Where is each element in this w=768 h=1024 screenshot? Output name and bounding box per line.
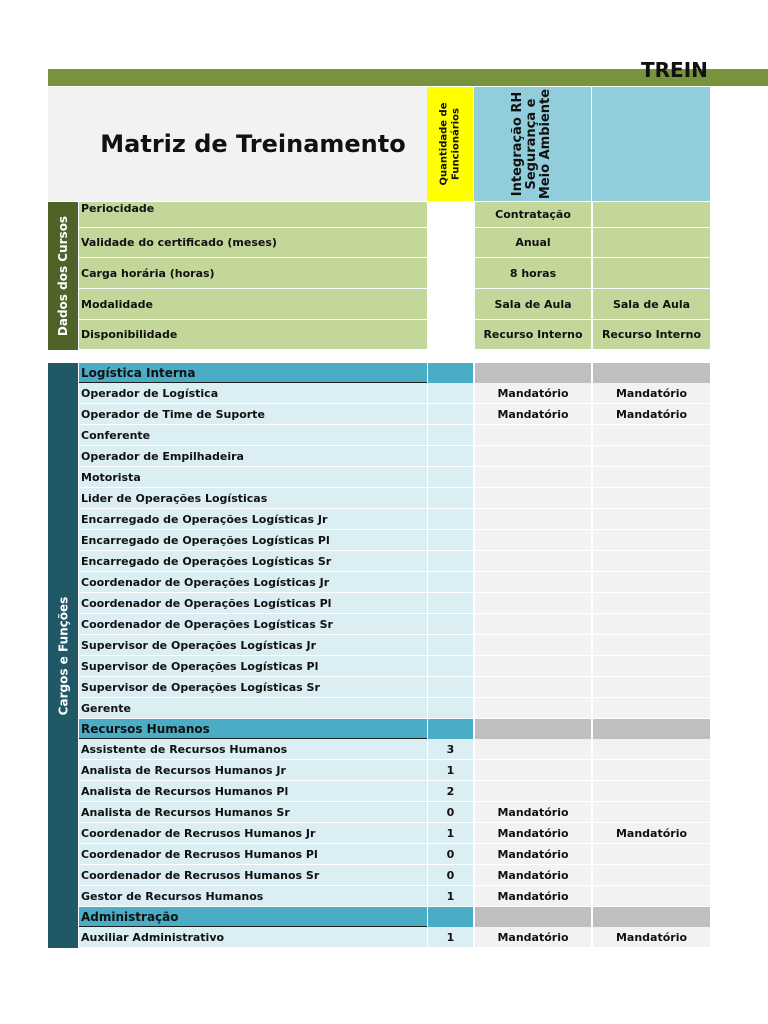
table-row-label: Analista de Recursos Humanos Jr <box>79 760 427 781</box>
table-row-label: Operador de Empilhadeira <box>79 446 427 467</box>
page-title: Matriz de Treinamento <box>79 87 427 201</box>
table-row-qty: 0 <box>427 865 473 886</box>
table-row-integration: Mandatório <box>474 823 591 844</box>
table-row-label: Coordenador de Recrusos Humanos Sr <box>79 865 427 886</box>
table-row-label: Coordenador de Recrusos Humanos Jr <box>79 823 427 844</box>
table-row-integration <box>474 467 591 488</box>
course-info-qty <box>427 320 473 350</box>
table-row-integration <box>474 446 591 467</box>
table-row-integration <box>474 425 591 446</box>
course-info-qty <box>427 202 473 228</box>
side-label-dados <box>48 202 78 350</box>
course-info-qty <box>427 258 473 289</box>
table-row-qty: 0 <box>427 802 473 823</box>
table-row-course-2 <box>592 488 710 509</box>
table-row-integration: Mandatório <box>474 865 591 886</box>
table-row-integration <box>474 698 591 719</box>
side-label-cargos-text: Cargos e Funções <box>56 596 70 715</box>
side-label-cargos <box>48 363 78 948</box>
course-info-qty <box>427 228 473 258</box>
table-row-label: Coordenador de Operações Logísticas Sr <box>79 614 427 635</box>
table-row-integration <box>474 593 591 614</box>
table-row-course-2 <box>592 844 710 865</box>
table-row-course-2 <box>592 425 710 446</box>
table-row-course-2 <box>592 635 710 656</box>
table-row-qty: 0 <box>427 844 473 865</box>
table-row-course-2 <box>592 572 710 593</box>
table-row-course-2: Mandatório <box>592 823 710 844</box>
table-row-qty <box>427 551 473 572</box>
table-row-qty <box>427 572 473 593</box>
side-label-dados-text: Dados dos Cursos <box>56 215 71 337</box>
table-row-qty: 1 <box>427 927 473 948</box>
table-row-label: Analista de Recursos Humanos Pl <box>79 781 427 802</box>
table-row-course-2 <box>592 593 710 614</box>
table-row-integration <box>474 739 591 760</box>
course-info-qty <box>427 289 473 320</box>
table-row-course-2 <box>592 677 710 698</box>
table-row-label: Encarregado de Operações Logísticas Jr <box>79 509 427 530</box>
table-row-course-2 <box>592 865 710 886</box>
section-header-course-2 <box>592 907 710 927</box>
table-row-qty <box>427 656 473 677</box>
column-header-course-2 <box>592 87 710 201</box>
table-row-course-2: Mandatório <box>592 404 710 425</box>
table-row-label: Supervisor de Operações Logísticas Pl <box>79 656 427 677</box>
table-row-integration: Mandatório <box>474 886 591 907</box>
table-row-course-2 <box>592 760 710 781</box>
course-info-integration: Recurso Interno <box>474 320 591 350</box>
table-row-qty <box>427 467 473 488</box>
table-row-qty <box>427 488 473 509</box>
section-header-qty <box>427 907 473 927</box>
table-row-label: Supervisor de Operações Logísticas Sr <box>79 677 427 698</box>
course-info-integration: Contratação <box>474 202 591 228</box>
table-row-integration <box>474 760 591 781</box>
table-row-qty <box>427 383 473 404</box>
column-header-quantity-label: Quantidade de Funcionários <box>438 102 461 186</box>
table-row-course-2 <box>592 509 710 530</box>
section-header-integration <box>474 719 591 739</box>
table-row-qty <box>427 698 473 719</box>
table-row-course-2 <box>592 614 710 635</box>
table-row-label: Auxiliar Administrativo <box>79 927 427 948</box>
section-header-course-2 <box>592 363 710 383</box>
table-row-label: Encarregado de Operações Logísticas Pl <box>79 530 427 551</box>
table-row-course-2 <box>592 802 710 823</box>
table-row-label: Operador de Time de Suporte <box>79 404 427 425</box>
section-header-qty <box>427 363 473 383</box>
table-row-integration <box>474 781 591 802</box>
section-header: Recursos Humanos <box>79 719 427 739</box>
table-row-label: Assistente de Recursos Humanos <box>79 739 427 760</box>
table-row-label: Supervisor de Operações Logísticas Jr <box>79 635 427 656</box>
table-row-integration: Mandatório <box>474 927 591 948</box>
table-row-integration: Mandatório <box>474 844 591 865</box>
table-row-label: Conferente <box>79 425 427 446</box>
table-row-qty: 3 <box>427 739 473 760</box>
table-row-label: Encarregado de Operações Logísticas Sr <box>79 551 427 572</box>
table-row-qty: 2 <box>427 781 473 802</box>
banner-text: TREIN <box>641 58 708 82</box>
table-row-label: Coordenador de Operações Logísticas Pl <box>79 593 427 614</box>
course-info-label: Carga horária (horas) <box>79 258 427 289</box>
table-row-course-2: Mandatório <box>592 383 710 404</box>
table-row-integration <box>474 656 591 677</box>
course-info-course-2 <box>592 228 710 258</box>
column-header-integration <box>474 87 591 201</box>
table-row-label: Gestor de Recursos Humanos <box>79 886 427 907</box>
section-header: Logística Interna <box>79 363 427 383</box>
table-row-integration <box>474 677 591 698</box>
table-row-qty <box>427 530 473 551</box>
section-header-qty <box>427 719 473 739</box>
table-row-qty: 1 <box>427 823 473 844</box>
table-row-course-2 <box>592 739 710 760</box>
table-row-qty <box>427 593 473 614</box>
table-row-course-2 <box>592 698 710 719</box>
table-row-course-2 <box>592 530 710 551</box>
table-row-label: Coordenador de Recrusos Humanos Pl <box>79 844 427 865</box>
table-row-course-2 <box>592 781 710 802</box>
table-row-label: Gerente <box>79 698 427 719</box>
column-header-integration-label: Integração RH Segurança e Meio Ambiente <box>510 88 554 200</box>
section-header-integration <box>474 363 591 383</box>
table-row-integration <box>474 635 591 656</box>
course-info-course-2: Sala de Aula <box>592 289 710 320</box>
table-row-course-2 <box>592 446 710 467</box>
table-row-label: Analista de Recursos Humanos Sr <box>79 802 427 823</box>
table-row-integration: Mandatório <box>474 404 591 425</box>
table-row-integration <box>474 488 591 509</box>
course-info-label: Validade do certificado (meses) <box>79 228 427 258</box>
course-info-course-2: Recurso Interno <box>592 320 710 350</box>
table-row-integration <box>474 509 591 530</box>
table-row-qty <box>427 404 473 425</box>
course-info-label: Modalidade <box>79 289 427 320</box>
table-row-qty <box>427 677 473 698</box>
table-row-integration <box>474 530 591 551</box>
table-row-qty <box>427 614 473 635</box>
course-info-course-2 <box>592 202 710 228</box>
table-row-qty: 1 <box>427 886 473 907</box>
course-info-integration: 8 horas <box>474 258 591 289</box>
table-row-integration: Mandatório <box>474 383 591 404</box>
table-row-integration <box>474 551 591 572</box>
table-row-qty: 1 <box>427 760 473 781</box>
table-row-label: Coordenador de Operações Logísticas Jr <box>79 572 427 593</box>
table-row-integration: Mandatório <box>474 802 591 823</box>
table-row-course-2 <box>592 551 710 572</box>
column-header-quantity <box>427 87 473 201</box>
table-row-label: Operador de Logística <box>79 383 427 404</box>
section-header-integration <box>474 907 591 927</box>
table-row-label: Lider de Operações Logísticas <box>79 488 427 509</box>
header-corner <box>48 87 79 201</box>
table-row-qty <box>427 425 473 446</box>
table-row-qty <box>427 446 473 467</box>
course-info-course-2 <box>592 258 710 289</box>
table-row-course-2 <box>592 886 710 907</box>
table-row-integration <box>474 614 591 635</box>
table-row-qty <box>427 635 473 656</box>
table-row-course-2: Mandatório <box>592 927 710 948</box>
table-row-label: Motorista <box>79 467 427 488</box>
table-row-integration <box>474 572 591 593</box>
section-header-course-2 <box>592 719 710 739</box>
course-info-integration: Sala de Aula <box>474 289 591 320</box>
section-header: Administração <box>79 907 427 927</box>
course-info-label: Periocidade <box>79 202 427 228</box>
course-info-label: Disponibilidade <box>79 320 427 350</box>
table-row-course-2 <box>592 467 710 488</box>
course-info-integration: Anual <box>474 228 591 258</box>
table-row-course-2 <box>592 656 710 677</box>
table-row-qty <box>427 509 473 530</box>
